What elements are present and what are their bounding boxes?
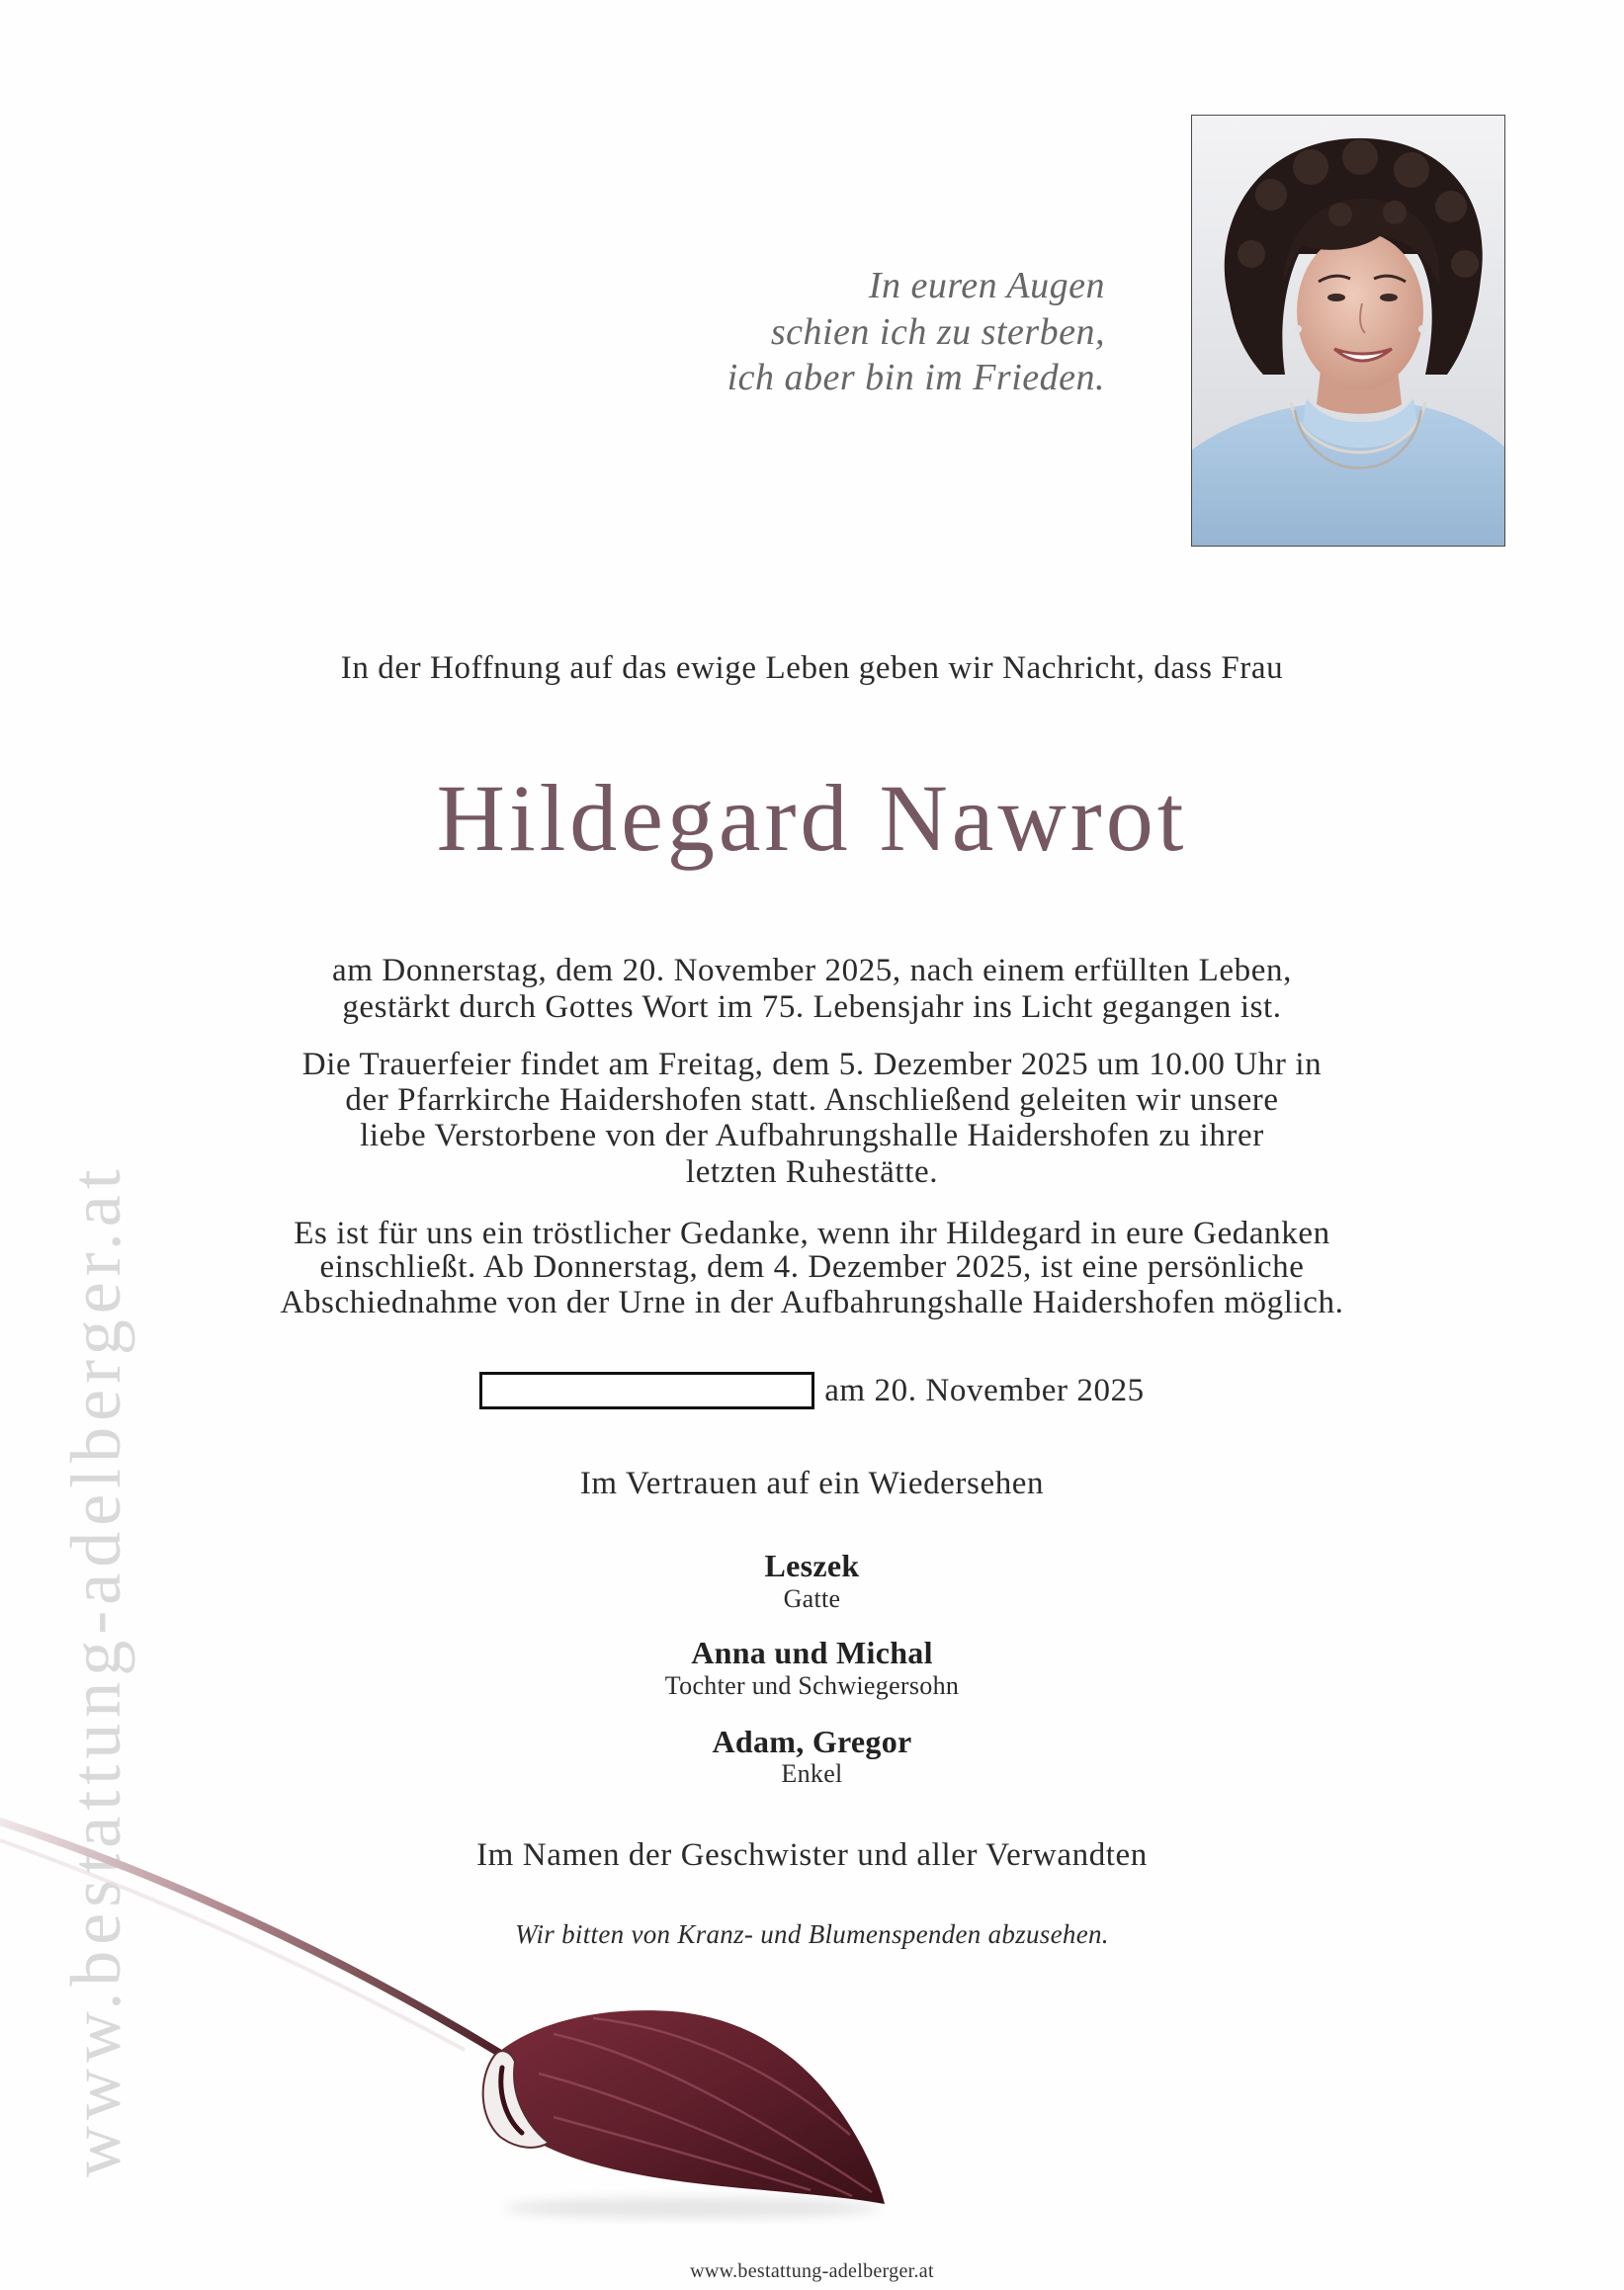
paragraph-line: liebe Verstorbene von der Aufbahrungshalle Haidershofen zu ihrer	[360, 1118, 1264, 1153]
deceased-name: Hildegard Nawrot	[436, 765, 1188, 871]
quote-line: schien ich zu sterben,	[770, 310, 1105, 353]
mourner-relation: Tochter und Schwiegersohn	[664, 1671, 960, 1700]
mourner-name: Leszek	[764, 1548, 860, 1583]
portrait-image	[1192, 116, 1504, 546]
mourner-name: Adam, Gregor	[712, 1724, 912, 1759]
paragraph-line: Abschiednahme von der Urne in der Aufbahrungshalle Haidershofen möglich.	[280, 1285, 1344, 1320]
paragraph-line: am Donnerstag, dem 20. November 2025, nach einem erfüllten Leben,	[332, 953, 1292, 988]
portrait-eye	[1380, 294, 1398, 301]
paragraph-line: Es ist für uns ein tröstlicher Gedanke, wenn ihr Hildegard in eure Gedanken	[294, 1216, 1330, 1251]
redacted-box	[479, 1372, 814, 1409]
flower-stem	[0, 1822, 504, 2056]
mourner-relation: Enkel	[781, 1759, 843, 1788]
portrait-earring	[1294, 325, 1302, 333]
portrait-earring	[1418, 325, 1426, 333]
mourner-relation: Gatte	[783, 1584, 841, 1613]
website-text: www.bestattung-adelberger.at	[690, 2260, 934, 2282]
place-date-line	[0, 1371, 1624, 1410]
date-text: am 20. November 2025	[824, 1373, 1145, 1408]
paragraph-line: gestärkt durch Gottes Wort im 75. Lebensjahr ins Licht gegangen ist.	[342, 989, 1282, 1025]
quote-block	[727, 263, 1105, 401]
paragraph-line: der Pfarrkirche Haidershofen statt. Anschließend geleiten wir unsere	[345, 1082, 1279, 1118]
quote-line: In euren Augen	[868, 265, 1105, 306]
relatives-line: Im Namen der Geschwister und aller Verwandten	[476, 1837, 1148, 1873]
portrait-eye	[1327, 294, 1345, 301]
closing-text: Im Vertrauen auf ein Wiedersehen	[579, 1466, 1045, 1501]
paragraph-line: Die Trauerfeier findet am Freitag, dem 5. Dezember 2025 um 10.00 Uhr in	[301, 1047, 1323, 1082]
quote-line: ich aber bin im Frieden.	[727, 357, 1105, 398]
watermark-text: www.bestattung-adelberger.at	[56, 1163, 135, 2177]
paragraph-line: einschließt. Ab Donnerstag, dem 4. Dezember 2025, ist eine persönliche	[319, 1249, 1305, 1285]
calla-lily-flower	[0, 1809, 909, 2224]
paragraph-line: letzten Ruhestätte.	[685, 1154, 939, 1190]
flower-shadow	[504, 2198, 880, 2218]
intro-text: In der Hoffnung auf das ewige Leben geben wir Nachricht, dass Frau	[340, 650, 1284, 686]
flower-donation-note: Wir bitten von Kranz- und Blumenspenden abzusehen.	[515, 1919, 1109, 1949]
mourner-name: Anna und Michal	[691, 1635, 933, 1670]
flower-stem-reflection	[0, 1840, 465, 2050]
portrait-photo	[1191, 115, 1505, 547]
